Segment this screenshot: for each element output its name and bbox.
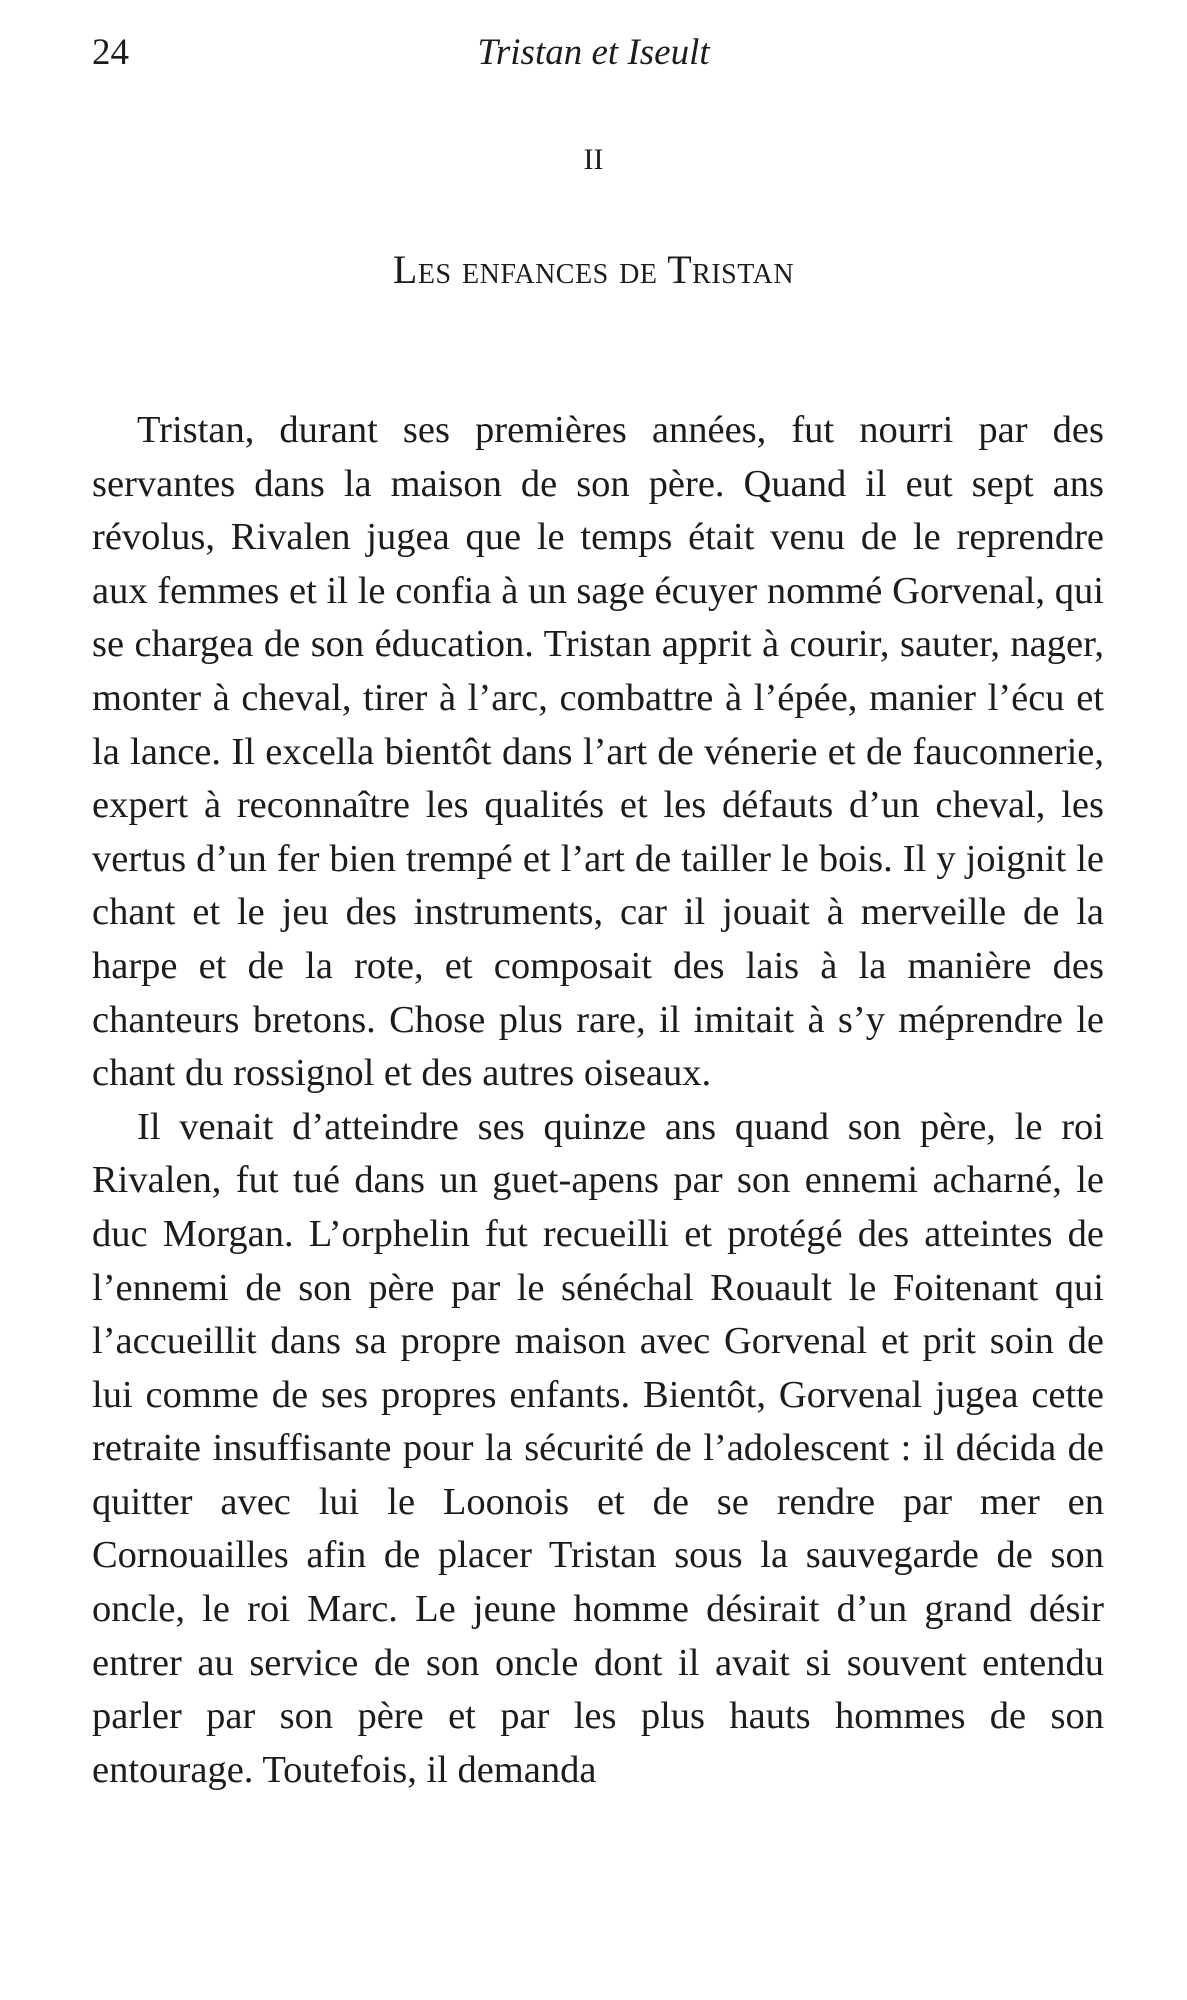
chapter-title: Les enfances de Tristan xyxy=(392,247,795,292)
page-number: 24 xyxy=(92,32,129,73)
body-text xyxy=(92,404,1104,1797)
chapter-number: II xyxy=(583,143,604,176)
running-head: Tristan et Iseult xyxy=(477,32,710,73)
paragraph: Il venait d’atteindre ses quinze ans quand son père, le roi Rivalen, fut tué dans un guet-apens par son ennemi acharné, le duc Morgan. L’orphelin fut recueilli et protégé des atteintes de l’ennemi de son père par le sénéchal Rouault le Foitenant qui l’accueillit dans sa propre maison avec Gorvenal et prit soin de lui comme de ses propres enfants. Bientôt, Gorvenal jugea cette retraite insuffisante pour la sécurité de l’adolescent : il décida de quitter avec lui le Loonois et de se rendre par mer en Cornouailles afin de placer Tristan sous la sauvegarde de son oncle, le roi Marc. Le jeune homme désirait d’un grand désir entrer au service de son oncle dont il avait si souvent entendu parler par son père et par les plus hauts hommes de son entourage. Toutefois, il demanda xyxy=(92,1105,1104,1791)
paragraph: Tristan, durant ses premières années, fut nourri par des servantes dans la maison de son père. Quand il eut sept ans révolus, Rivalen jugea que le temps était venu de le reprendre aux femmes et il le confia à un sage écuyer nommé Gorvenal, qui se chargea de son éducation. Tristan apprit à courir, sauter, nager, monter à cheval, tirer à l’arc, combattre à l’épée, manier l’écu et la lance. Il excella bientôt dans l’art de vénerie et de fauconnerie, expert à reconnaître les qualités et les défauts d’un cheval, les vertus d’un fer bien trempé et l’art de tailler le bois. Il y joignit le chant et le jeu des instruments, car il jouait à merveille de la harpe et de la rote, et composait des lais à la manière des chanteurs bretons. Chose plus rare, il imitait à s’y méprendre le chant du rossignol et des autres oiseaux. xyxy=(92,409,1104,1095)
